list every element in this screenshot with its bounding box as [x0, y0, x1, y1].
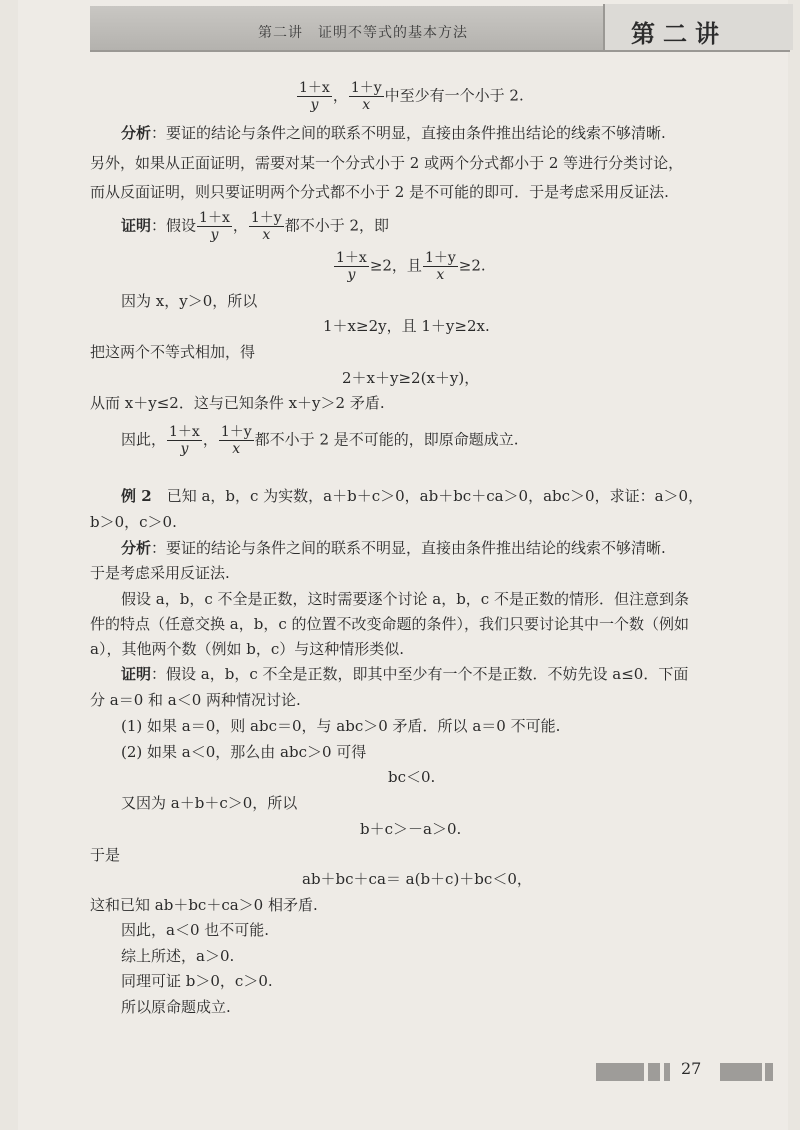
text-line: 分 a＝0 和 a＜0 两种情况讨论.	[90, 691, 301, 709]
footer-bar	[596, 1063, 644, 1081]
text-line: b＞0，c＞0.	[90, 513, 177, 531]
text-line: 而从反面证明，则只要证明两个分式都不小于 2 是不可能的即可．于是考虑采用反证法.	[90, 183, 669, 201]
text-line: 于是	[90, 846, 121, 864]
text-line: 所以原命题成立.	[121, 998, 231, 1016]
text-line: bc＜0.	[388, 768, 436, 786]
text-line: 因为 x，y＞0，所以	[121, 292, 258, 310]
text-line: 例 2 已知 a，b，c 为实数，a＋b＋c＞0，ab＋bc＋ca＞0，abc＞0，求证：a＞0，	[121, 487, 704, 505]
text-line: 证明：假设 $\frac{1+x}{y}$ ， $\frac{1+y}{x}$ 都不小于 2，即	[121, 210, 389, 243]
text-line: $\frac{1+x}{y}$ ， $\frac{1+y}{x}$ 中至少有一个小于 2.	[299, 80, 524, 113]
text-line: 因此，a＜0 也不可能.	[121, 921, 270, 939]
text-line: 证明：假设 a，b，c 不全是正数，即其中至少有一个不是正数．不妨先设 a≤0．下面	[121, 665, 689, 683]
text-line: ab＋bc＋ca＝ a(b＋c)＋bc＜0，	[302, 870, 532, 888]
text-line: 2＋x＋y≥2(x＋y)，	[342, 369, 480, 387]
header-title: 第二讲 证明不等式的基本方法	[258, 25, 468, 41]
text-line: 于是考虑采用反证法.	[90, 564, 230, 582]
chapter-label: 第二讲	[631, 19, 727, 48]
footer-bar	[720, 1063, 762, 1081]
text-line: $\frac{1+x}{y}$ ≥2，且 $\frac{1+y}{x}$ ≥2.	[336, 250, 486, 283]
text-line: 综上所述，a＞0.	[121, 947, 235, 965]
text-line: 因此， $\frac{1+x}{y}$ ， $\frac{1+y}{x}$ 都不小于 2 是不可能的，即原命题成立.	[121, 424, 519, 457]
text-line: (1) 如果 a＝0，则 abc＝0，与 abc＞0 矛盾．所以 a＝0 不可能.	[121, 717, 561, 735]
footer-bar	[765, 1063, 773, 1081]
text-line: 同理可证 b＞0，c＞0.	[121, 972, 273, 990]
text-line: 又因为 a＋b＋c＞0，所以	[121, 794, 298, 812]
footer-bar	[664, 1063, 670, 1081]
page-number: 27	[681, 1059, 702, 1078]
text-line: 这和已知 ab＋bc＋ca＞0 相矛盾.	[90, 896, 318, 914]
footer-bar	[648, 1063, 660, 1081]
text-line: 把这两个不等式相加，得	[90, 343, 256, 361]
text-line: 分析：要证的结论与条件之间的联系不明显，直接由条件推出结论的线索不够清晰.	[121, 539, 666, 557]
text-line: 1＋x≥2y，且 1＋y≥2x.	[323, 317, 490, 335]
fraction: $\frac{1+x}{y}$	[299, 80, 330, 113]
text-line: 另外，如果从正面证明，需要对某一个分式小于 2 或两个分式都小于 2 等进行分类讨论，	[90, 154, 684, 172]
text-line: (2) 如果 a＜0，那么由 abc＞0 可得	[121, 743, 367, 761]
text-line: 分析：要证的结论与条件之间的联系不明显，直接由条件推出结论的线索不够清晰.	[121, 124, 666, 142]
text-line: b＋c＞－a＞0.	[360, 820, 462, 838]
text-line: 件的特点（任意交换 a，b，c 的位置不改变命题的条件），我们只要讨论其中一个数（例如	[90, 615, 689, 633]
fraction: $\frac{1+y}{x}$	[350, 80, 382, 113]
text-line: 从而 x＋y≤2．这与已知条件 x＋y＞2 矛盾.	[90, 394, 385, 412]
text-line: 假设 a，b，c 不全是正数，这时需要逐个讨论 a，b，c 不是正数的情形．但注意到条	[121, 590, 689, 608]
text-line: a），其他两个数（例如 b，c）与这种情形类似.	[90, 640, 404, 658]
